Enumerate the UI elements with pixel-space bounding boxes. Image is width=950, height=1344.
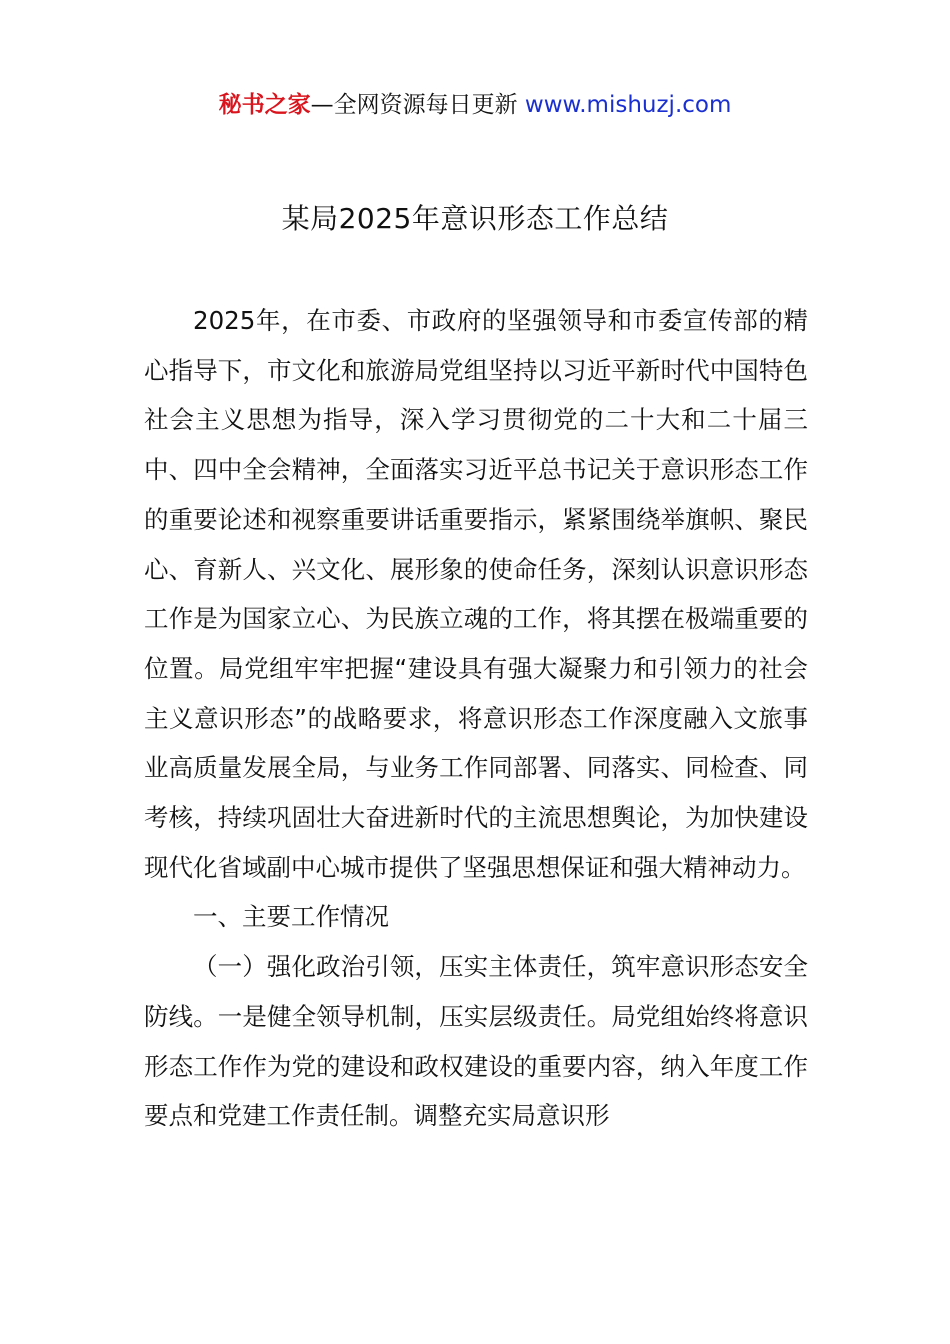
header-tagline: —全网资源每日更新 xyxy=(310,92,525,118)
brand-name: 秘书之家 xyxy=(218,92,311,118)
document-title: 某局2025年意识形态工作总结 xyxy=(281,202,669,235)
intro-paragraph: 2025年，在市委、市政府的坚强领导和市委宣传部的精心指导下，市文化和旅游局党组坚持以习近平新时代中国特色社会主义思想为指导，深入学习贯彻党的二十大和二十届三中、四中全会精神，全面落实习近平总书记关于意识形态工作的重要论述和视察重要讲话重要指示，紧紧围绕举旗帜、聚民心、育新人、兴文化、展形象的使命任务，深刻认识意识形态工作是为国家立心、为民族立魂的工作，将其摆在极端重要的位置。局党组牢牢把握“建设具有强大凝聚力和引领力的社会主义意识形态”的战略要求，将意识形态工作深度融入文旅事业高质量发展全局，与业务工作同部署、同落实、同检查、同考核，持续巩固壮大奋进新时代的主流思想舆论，为加快建设现代化省域副中心城市提供了坚强思想保证和强大精神动力。 xyxy=(144,306,808,882)
site-url-link[interactable]: www.mishuzj.com xyxy=(524,92,732,118)
section-paragraph: （一）强化政治引领，压实主体责任，筑牢意识形态安全防线。一是健全领导机制，压实层级责任。局党组始终将意识形态工作作为党的建设和政权建设的重要内容，纳入年度工作要点和党建工作责任制。调整充实局意识形 xyxy=(144,952,808,1131)
site-header xyxy=(0,88,950,122)
document-body xyxy=(144,296,808,1141)
section-heading: 一、主要工作情况 xyxy=(193,902,389,932)
